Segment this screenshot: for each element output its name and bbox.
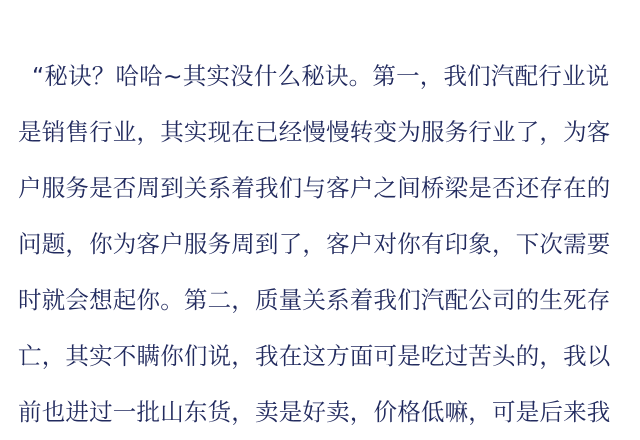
paragraph: “秘诀？哈哈~其实没什么秘诀。第一，我们汽配行业说是销售行业，其实现在已经慢慢转变为服务行业了，为客户服务是否周到关系着我们与客户之间桥梁是否还存在的问题，你为客户服务周到了，客户对你有印象，下次需要时就会想起你。第二，质量关系着我们汽配公司的生死存亡，其实不瞒你们说，我在这方面可是吃过苦头的，我以前也进过一批山东货，卖是好卖，价格低嘛，可是后来我 (18, 62, 611, 426)
document-text-block (18, 48, 626, 440)
